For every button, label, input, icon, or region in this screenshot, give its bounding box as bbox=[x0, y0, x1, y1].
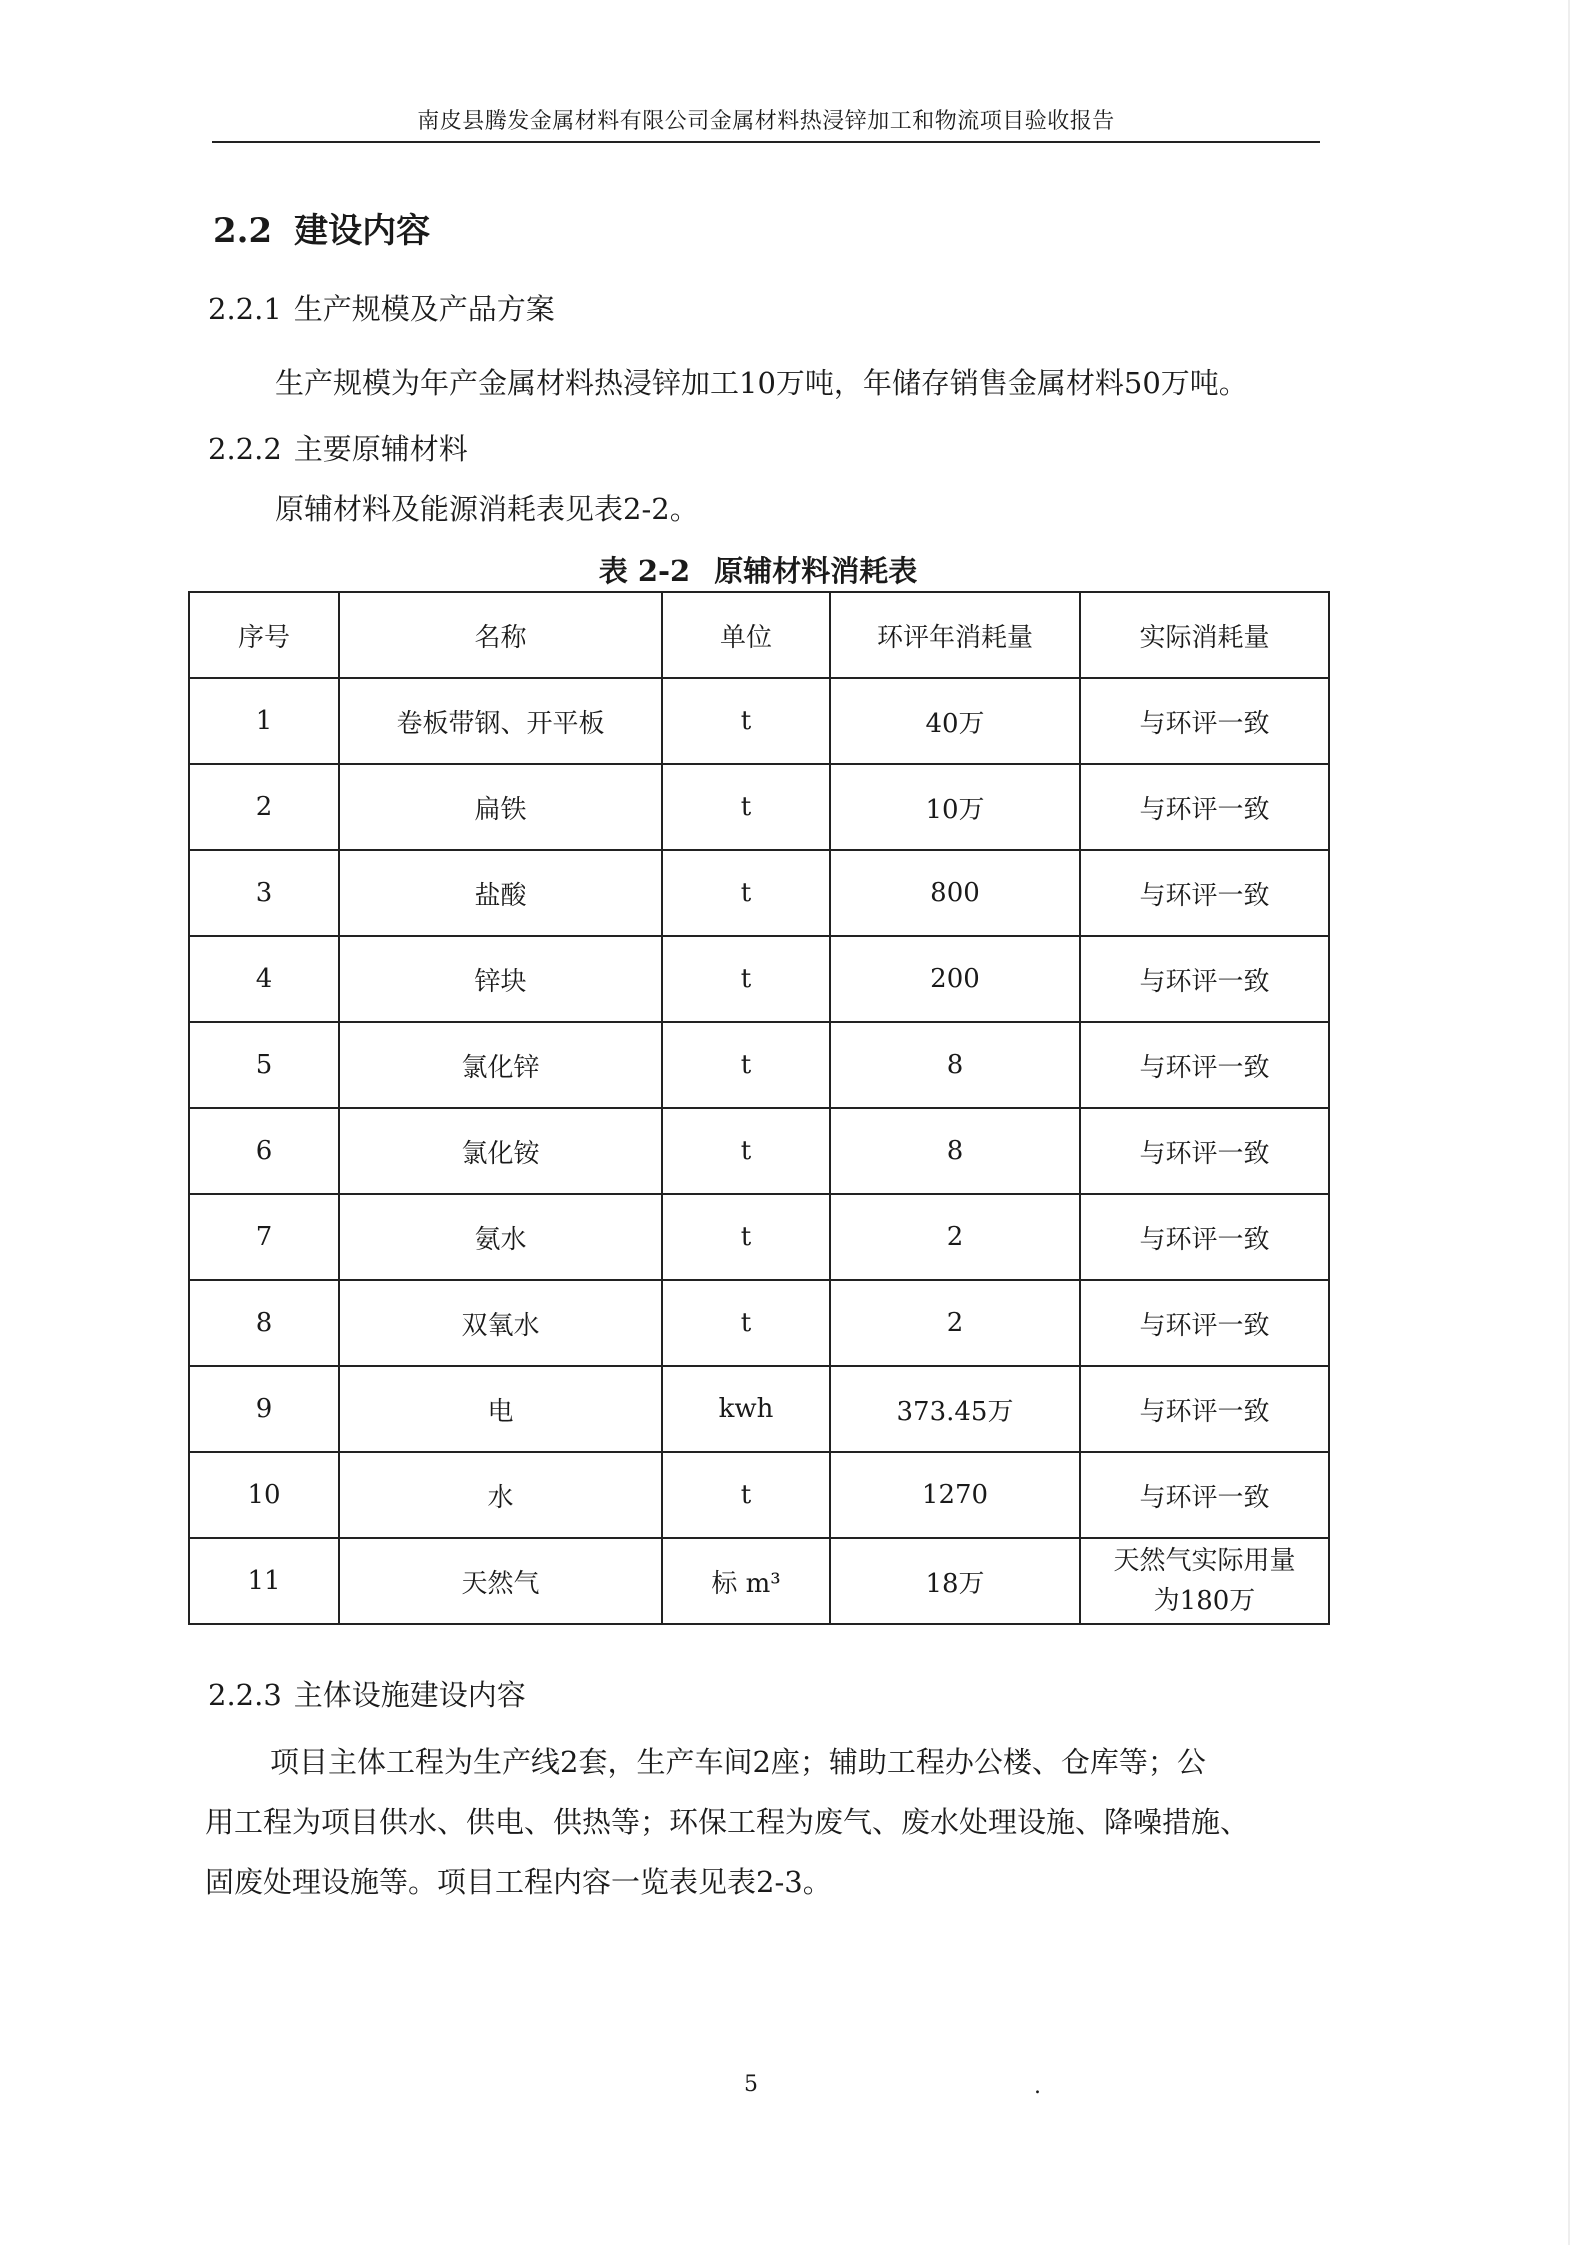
scan-edge bbox=[1568, 0, 1570, 2245]
cell-eia: 373.45万 bbox=[830, 1366, 1080, 1452]
cell-actual: 与环评一致 bbox=[1080, 1194, 1329, 1280]
cell-eia: 1270 bbox=[830, 1452, 1080, 1538]
section-heading bbox=[213, 203, 430, 252]
cell-actual: 与环评一致 bbox=[1080, 764, 1329, 850]
table-row bbox=[189, 764, 1329, 850]
cell-eia: 800 bbox=[830, 850, 1080, 936]
cell-name: 氨水 bbox=[339, 1194, 662, 1280]
subsection-number: 2.2.2 bbox=[208, 432, 282, 466]
table-header-row bbox=[189, 592, 1329, 678]
subsection-title: 主要原辅材料 bbox=[293, 432, 468, 466]
subsection-number: 2.2.1 bbox=[208, 292, 282, 326]
cell-eia: 200 bbox=[830, 936, 1080, 1022]
cell-name: 水 bbox=[339, 1452, 662, 1538]
cell-unit: t bbox=[662, 1452, 830, 1538]
cell-name: 锌块 bbox=[339, 936, 662, 1022]
section-title: 建设内容 bbox=[294, 211, 431, 251]
cell-unit: t bbox=[662, 936, 830, 1022]
cell-eia: 10万 bbox=[830, 764, 1080, 850]
col-header-eia-consumption: 环评年消耗量 bbox=[830, 592, 1080, 678]
cell-no: 10 bbox=[189, 1452, 339, 1538]
table-row bbox=[189, 1194, 1329, 1280]
cell-name: 盐酸 bbox=[339, 850, 662, 936]
cell-unit: t bbox=[662, 1194, 830, 1280]
cell-actual: 与环评一致 bbox=[1080, 1280, 1329, 1366]
table-row bbox=[189, 1538, 1329, 1624]
cell-eia: 18万 bbox=[830, 1538, 1080, 1624]
production-scale-paragraph: 生产规模为年产金属材料热浸锌加工10万吨，年储存销售金属材料50万吨。 bbox=[275, 366, 1248, 400]
cell-actual: 与环评一致 bbox=[1080, 1366, 1329, 1452]
cell-no: 8 bbox=[189, 1280, 339, 1366]
col-header-unit: 单位 bbox=[662, 592, 830, 678]
table-row bbox=[189, 936, 1329, 1022]
cell-name: 扁铁 bbox=[339, 764, 662, 850]
cell-actual-line2: 为180万 bbox=[1153, 1586, 1256, 1616]
cell-no: 5 bbox=[189, 1022, 339, 1108]
cell-eia: 40万 bbox=[830, 678, 1080, 764]
col-header-actual-consumption: 实际消耗量 bbox=[1080, 592, 1329, 678]
cell-unit: t bbox=[662, 764, 830, 850]
cell-actual: 与环评一致 bbox=[1080, 678, 1329, 764]
cell-name: 双氧水 bbox=[339, 1280, 662, 1366]
materials-intro-paragraph: 原辅材料及能源消耗表见表2-2。 bbox=[275, 492, 699, 526]
table-row bbox=[189, 1108, 1329, 1194]
cell-actual: 与环评一致 bbox=[1080, 1108, 1329, 1194]
cell-actual: 与环评一致 bbox=[1080, 1452, 1329, 1538]
materials-table bbox=[188, 591, 1330, 1625]
cell-no: 9 bbox=[189, 1366, 339, 1452]
cell-no: 2 bbox=[189, 764, 339, 850]
main-facilities-line-3: 固废处理设施等。项目工程内容一览表见表2-3。 bbox=[205, 1865, 832, 1899]
cell-name: 氯化锌 bbox=[339, 1022, 662, 1108]
col-header-no: 序号 bbox=[189, 592, 339, 678]
cell-name: 电 bbox=[339, 1366, 662, 1452]
cell-unit: t bbox=[662, 850, 830, 936]
subsection-heading-2-2-3 bbox=[208, 1673, 526, 1714]
cell-eia: 2 bbox=[830, 1280, 1080, 1366]
main-facilities-line-1: 项目主体工程为生产线2套，生产车间2座；辅助工程办公楼、仓库等；公 bbox=[270, 1745, 1206, 1779]
page-number: 5 bbox=[744, 2072, 758, 2097]
cell-actual-line1: 天然气实际用量 bbox=[1113, 1546, 1296, 1576]
cell-actual bbox=[1080, 1538, 1329, 1624]
cell-unit: 标 m³ bbox=[662, 1538, 830, 1624]
table-row bbox=[189, 850, 1329, 936]
table-row bbox=[189, 678, 1329, 764]
cell-name: 天然气 bbox=[339, 1538, 662, 1624]
footer-mark: . bbox=[1034, 2074, 1041, 2099]
table-caption bbox=[188, 549, 1328, 590]
cell-no: 4 bbox=[189, 936, 339, 1022]
cell-eia: 8 bbox=[830, 1108, 1080, 1194]
subsection-number: 2.2.3 bbox=[208, 1678, 282, 1712]
table-caption-title: 原辅材料消耗表 bbox=[714, 554, 918, 588]
subsection-title: 主体设施建设内容 bbox=[293, 1678, 526, 1712]
cell-actual: 与环评一致 bbox=[1080, 850, 1329, 936]
cell-eia: 8 bbox=[830, 1022, 1080, 1108]
header-rule bbox=[212, 141, 1320, 143]
subsection-heading-2-2-2 bbox=[208, 427, 468, 468]
cell-unit: t bbox=[662, 678, 830, 764]
cell-eia: 2 bbox=[830, 1194, 1080, 1280]
cell-unit: kwh bbox=[662, 1366, 830, 1452]
col-header-name: 名称 bbox=[339, 592, 662, 678]
table-caption-number: 表 2-2 bbox=[598, 554, 691, 588]
cell-name: 卷板带钢、开平板 bbox=[339, 678, 662, 764]
cell-actual: 与环评一致 bbox=[1080, 936, 1329, 1022]
cell-unit: t bbox=[662, 1022, 830, 1108]
cell-no: 3 bbox=[189, 850, 339, 936]
table-row bbox=[189, 1280, 1329, 1366]
subsection-title: 生产规模及产品方案 bbox=[293, 292, 555, 326]
cell-no: 6 bbox=[189, 1108, 339, 1194]
cell-actual: 与环评一致 bbox=[1080, 1022, 1329, 1108]
cell-unit: t bbox=[662, 1280, 830, 1366]
cell-unit: t bbox=[662, 1108, 830, 1194]
cell-no: 1 bbox=[189, 678, 339, 764]
table-row bbox=[189, 1366, 1329, 1452]
table-row bbox=[189, 1452, 1329, 1538]
cell-no: 11 bbox=[189, 1538, 339, 1624]
page-header: 南皮县腾发金属材料有限公司金属材料热浸锌加工和物流项目验收报告 bbox=[417, 109, 1115, 134]
cell-name: 氯化铵 bbox=[339, 1108, 662, 1194]
main-facilities-line-2: 用工程为项目供水、供电、供热等；环保工程为废气、废水处理设施、降噪措施、 bbox=[205, 1805, 1250, 1839]
table-row bbox=[189, 1022, 1329, 1108]
cell-no: 7 bbox=[189, 1194, 339, 1280]
section-number: 2.2 bbox=[213, 211, 273, 251]
subsection-heading-2-2-1 bbox=[208, 287, 555, 328]
